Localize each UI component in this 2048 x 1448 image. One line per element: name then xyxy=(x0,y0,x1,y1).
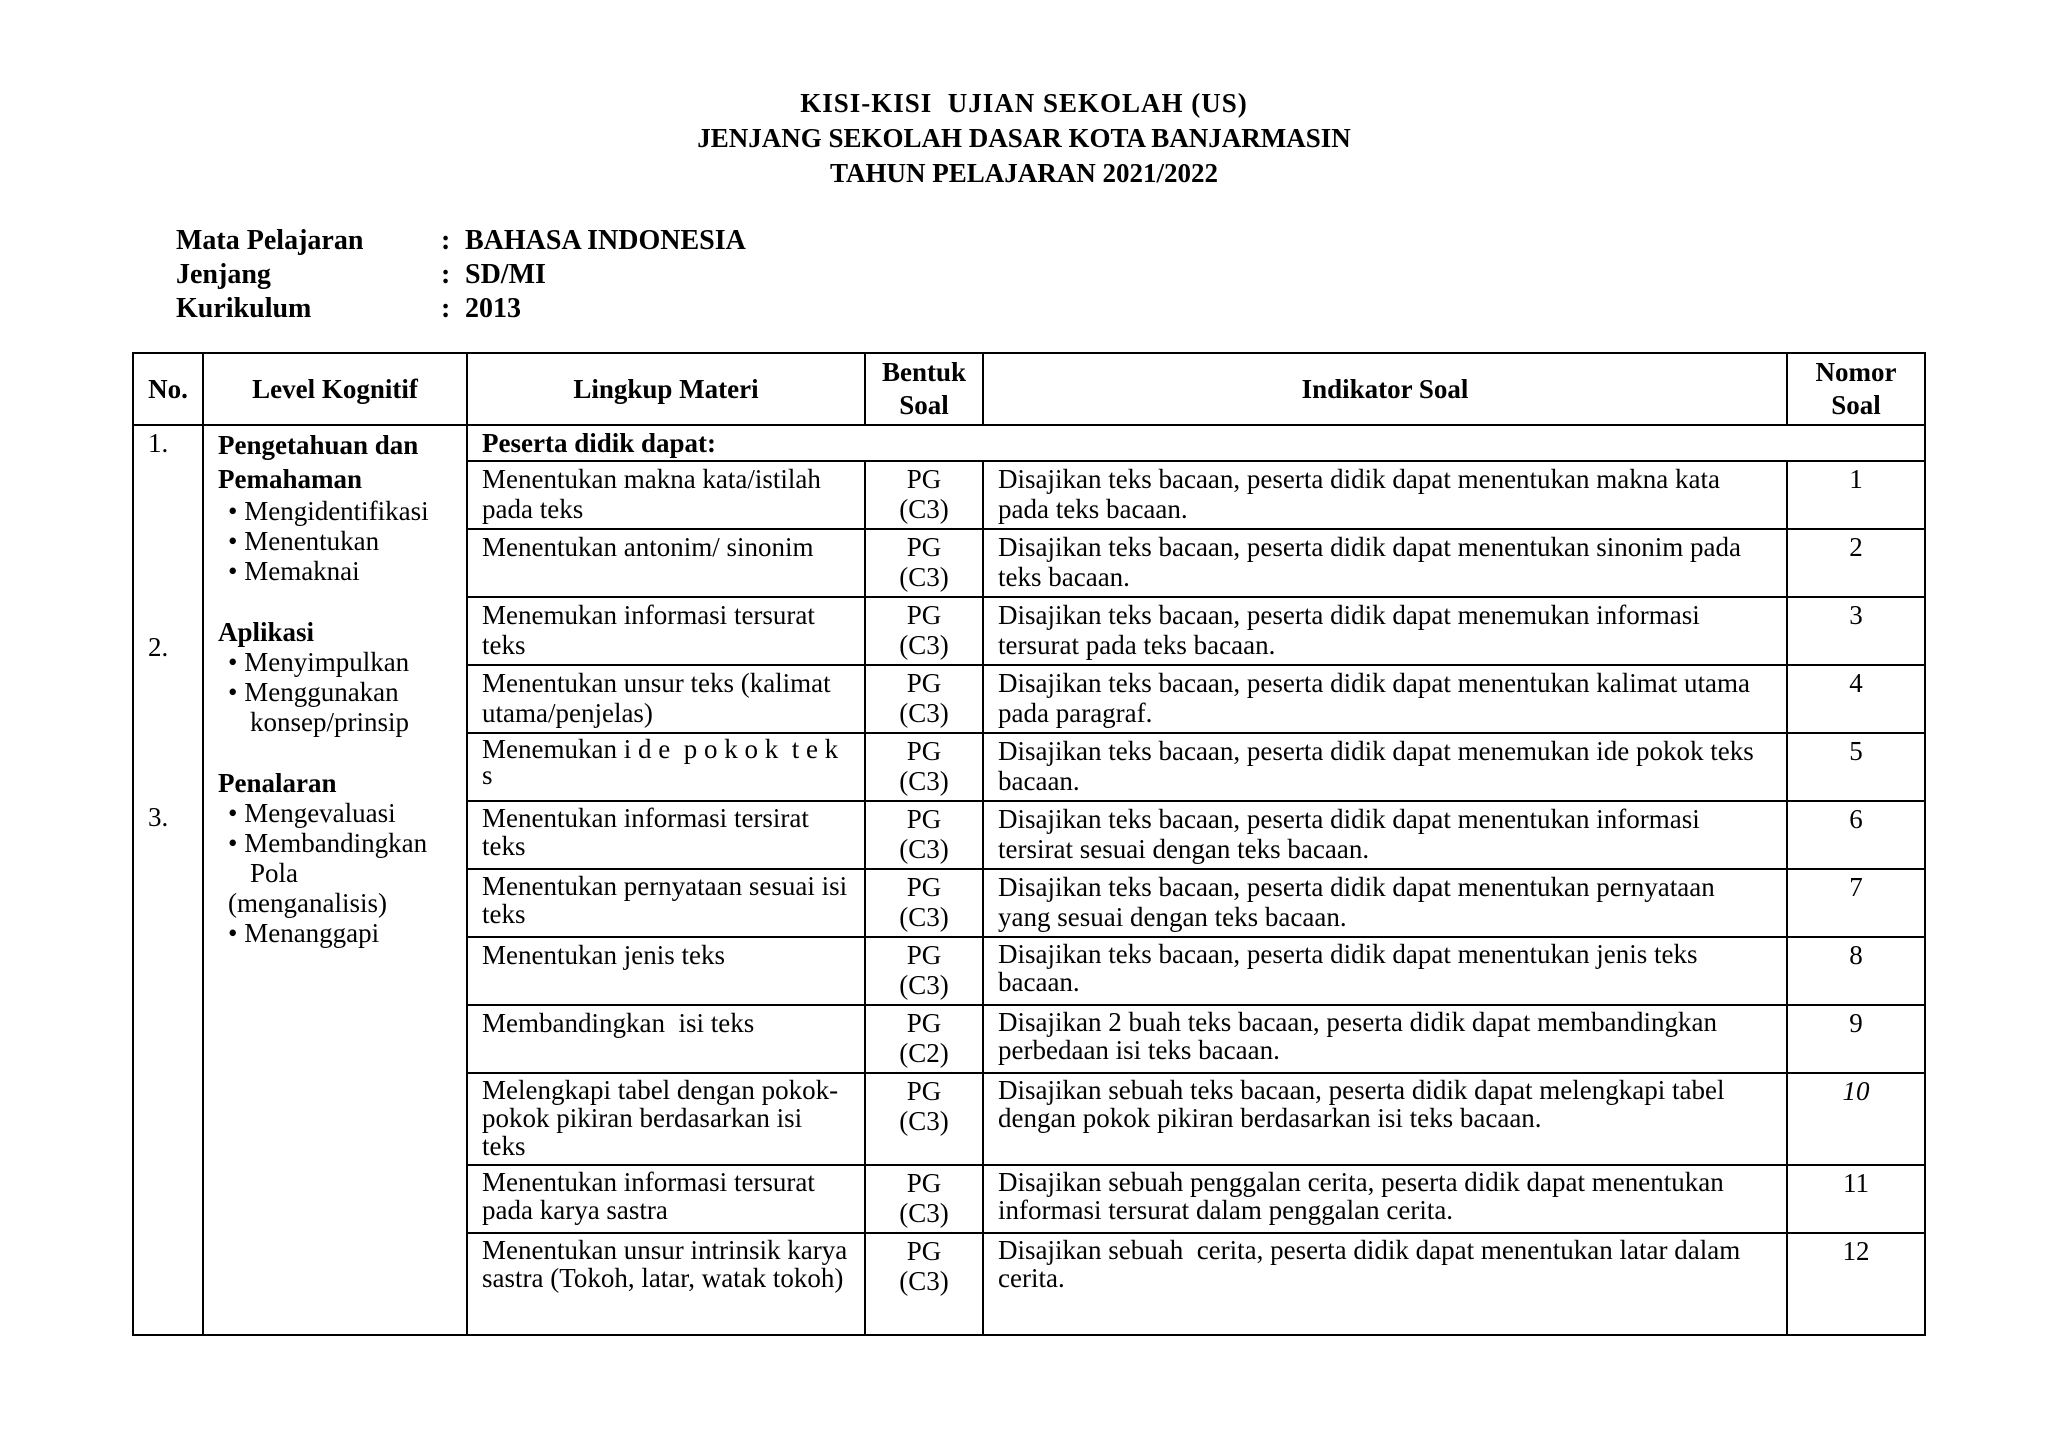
level-item: • Menyimpulkan xyxy=(228,647,410,677)
bentuk-cell xyxy=(865,801,983,869)
bentuk-cell xyxy=(865,461,983,529)
bentuk-type: PG xyxy=(906,804,942,834)
materi-cell: Menentukan pernyataan sesuai isi teks xyxy=(467,869,865,937)
level-item: • Mengevaluasi xyxy=(228,798,396,828)
level-title: Penalaran xyxy=(218,768,337,798)
header-materi: Lingkup Materi xyxy=(467,353,865,425)
meta-colon: : xyxy=(441,293,451,324)
indikator-cell: Disajikan teks bacaan, peserta didik dapat menentukan kalimat utama pada paragraf. xyxy=(983,665,1787,733)
nomor-cell: 10 xyxy=(1787,1073,1925,1165)
level-item: • Membandingkan xyxy=(228,828,428,858)
meta-label: Jenjang xyxy=(176,259,271,290)
nomor-cell: 11 xyxy=(1787,1165,1925,1233)
bentuk-level: (C3) xyxy=(899,494,949,524)
materi-cell: Menemukan informasi tersurat teks xyxy=(467,597,865,665)
meta-value: SD/MI xyxy=(465,259,546,290)
meta-colon: : xyxy=(441,225,451,256)
bentuk-type: PG xyxy=(906,940,942,970)
level-number: 1. xyxy=(148,428,169,458)
kisi-kisi-table xyxy=(132,352,1926,1336)
materi-cell: Menentukan jenis teks xyxy=(467,937,865,1005)
numbers-cell xyxy=(133,425,203,1335)
materi-cell: Menemukan i d e p o k o k t e k s xyxy=(467,733,865,801)
level-item: • Menanggapi xyxy=(228,918,380,948)
meta-colon: : xyxy=(441,259,451,290)
bentuk-level: (C3) xyxy=(899,766,949,796)
meta-row-curriculum xyxy=(176,292,746,326)
bentuk-type: PG xyxy=(906,668,942,698)
nomor-cell: 3 xyxy=(1787,597,1925,665)
materi-cell: Menentukan antonim/ sinonim xyxy=(467,529,865,597)
nomor-cell: 7 xyxy=(1787,869,1925,937)
bentuk-cell xyxy=(865,937,983,1005)
indikator-cell: Disajikan sebuah penggalan cerita, peserta didik dapat menentukan informasi tersurat dalam penggalan cerita. xyxy=(983,1165,1787,1233)
meta-row-level xyxy=(176,258,746,292)
header-bentuk-line1: Bentuk xyxy=(881,357,967,387)
indikator-cell: Disajikan 2 buah teks bacaan, peserta didik dapat membandingkan perbedaan isi teks bacaan. xyxy=(983,1005,1787,1073)
level-number: 2. xyxy=(148,632,169,662)
indikator-cell: Disajikan sebuah cerita, peserta didik dapat menentukan latar dalam cerita. xyxy=(983,1233,1787,1335)
indikator-cell: Disajikan teks bacaan, peserta didik dapat menentukan makna kata pada teks bacaan. xyxy=(983,461,1787,529)
indikator-cell: Disajikan teks bacaan, peserta didik dapat menentukan informasi tersirat sesuai dengan teks bacaan. xyxy=(983,801,1787,869)
meta-label: Kurikulum xyxy=(176,293,312,324)
nomor-cell: 5 xyxy=(1787,733,1925,801)
bentuk-type: PG xyxy=(906,1008,942,1038)
indikator-cell: Disajikan teks bacaan, peserta didik dapat menemukan informasi tersurat pada teks bacaan. xyxy=(983,597,1787,665)
level-item: Pola xyxy=(250,858,299,888)
nomor-cell: 4 xyxy=(1787,665,1925,733)
header-nomor-line2: Soal xyxy=(1831,390,1881,420)
level-item: • Mengidentifikasi xyxy=(228,496,429,526)
indikator-cell: Disajikan sebuah teks bacaan, peserta didik dapat melengkapi tabel dengan pokok pikiran berdasarkan isi teks bacaan. xyxy=(983,1073,1787,1165)
indikator-cell: Disajikan teks bacaan, peserta didik dapat menemukan ide pokok teks bacaan. xyxy=(983,733,1787,801)
bentuk-cell xyxy=(865,665,983,733)
indikator-cell: Disajikan teks bacaan, peserta didik dapat menentukan sinonim pada teks bacaan. xyxy=(983,529,1787,597)
nomor-cell: 1 xyxy=(1787,461,1925,529)
bentuk-level: (C2) xyxy=(899,1038,949,1068)
table-header-row xyxy=(133,353,1925,425)
bentuk-level: (C3) xyxy=(899,902,949,932)
header-level: Level Kognitif xyxy=(203,353,467,425)
level-item: • Menentukan xyxy=(228,526,380,556)
header-indikator: Indikator Soal xyxy=(983,353,1787,425)
materi-cell: Menentukan unsur intrinsik karya sastra (Tokoh, latar, watak tokoh) xyxy=(467,1233,865,1335)
document-title xyxy=(0,86,2048,191)
bentuk-type: PG xyxy=(906,1076,942,1106)
meta-value: BAHASA INDONESIA xyxy=(465,225,746,256)
bentuk-level: (C3) xyxy=(899,630,949,660)
meta-row-subject xyxy=(176,224,746,258)
bentuk-level: (C3) xyxy=(899,698,949,728)
header-bentuk-line2: Soal xyxy=(899,390,949,420)
level-number: 3. xyxy=(148,802,169,832)
bentuk-cell xyxy=(865,869,983,937)
nomor-cell: 9 xyxy=(1787,1005,1925,1073)
level-item: • Menggunakan xyxy=(228,677,399,707)
nomor-cell: 12 xyxy=(1787,1233,1925,1335)
meta-label: Mata Pelajaran xyxy=(176,225,364,256)
bentuk-cell xyxy=(865,529,983,597)
header-nomor-line1: Nomor xyxy=(1815,357,1897,387)
bentuk-type: PG xyxy=(906,1236,942,1266)
level-item: • Memaknai xyxy=(228,556,360,586)
bentuk-cell xyxy=(865,597,983,665)
level-title: Aplikasi xyxy=(218,617,315,647)
bentuk-cell xyxy=(865,1165,983,1233)
materi-cell: Menentukan informasi tersirat teks xyxy=(467,801,865,869)
intro-row xyxy=(133,425,1925,461)
materi-cell: Menentukan makna kata/istilah pada teks xyxy=(467,461,865,529)
title-line-1: KISI-KISI UJIAN SEKOLAH (US) xyxy=(800,88,1248,118)
title-line-3: TAHUN PELAJARAN 2021/2022 xyxy=(829,158,1218,188)
bentuk-cell xyxy=(865,733,983,801)
bentuk-level: (C3) xyxy=(899,834,949,864)
header-no: No. xyxy=(133,353,203,425)
bentuk-level: (C3) xyxy=(899,562,949,592)
nomor-cell: 6 xyxy=(1787,801,1925,869)
bentuk-level: (C3) xyxy=(899,1198,949,1228)
meta-info xyxy=(176,224,746,326)
bentuk-type: PG xyxy=(906,1168,942,1198)
bentuk-level: (C3) xyxy=(899,1106,949,1136)
materi-cell: Menentukan informasi tersurat pada karya sastra xyxy=(467,1165,865,1233)
title-line-2: JENJANG SEKOLAH DASAR KOTA BANJARMASIN xyxy=(697,123,1351,153)
level-item: konsep/prinsip xyxy=(250,707,409,737)
bentuk-level: (C3) xyxy=(899,970,949,1000)
level-item: (menganalisis) xyxy=(228,888,387,918)
nomor-cell: 8 xyxy=(1787,937,1925,1005)
bentuk-type: PG xyxy=(906,872,942,902)
materi-cell: Membandingkan isi teks xyxy=(467,1005,865,1073)
bentuk-type: PG xyxy=(906,600,942,630)
level-title: Pengetahuan dan Pemahaman xyxy=(218,430,419,494)
materi-cell: Menentukan unsur teks (kalimat utama/penjelas) xyxy=(467,665,865,733)
materi-cell: Melengkapi tabel dengan pokok-pokok pikiran berdasarkan isi teks xyxy=(467,1073,865,1165)
bentuk-type: PG xyxy=(906,464,942,494)
levels-cell xyxy=(203,425,467,1335)
bentuk-type: PG xyxy=(906,532,942,562)
bentuk-level: (C3) xyxy=(899,1266,949,1296)
bentuk-cell xyxy=(865,1073,983,1165)
header-bentuk xyxy=(865,353,983,425)
indikator-cell: Disajikan teks bacaan, peserta didik dapat menentukan jenis teks bacaan. xyxy=(983,937,1787,1005)
nomor-cell: 2 xyxy=(1787,529,1925,597)
bentuk-cell xyxy=(865,1233,983,1335)
bentuk-cell xyxy=(865,1005,983,1073)
meta-value: 2013 xyxy=(465,293,521,324)
header-nomor xyxy=(1787,353,1925,425)
indikator-cell: Disajikan teks bacaan, peserta didik dapat menentukan pernyataan yang sesuai dengan teks bacaan. xyxy=(983,869,1787,937)
intro-text: Peserta didik dapat: xyxy=(467,425,1925,461)
bentuk-type: PG xyxy=(906,736,942,766)
